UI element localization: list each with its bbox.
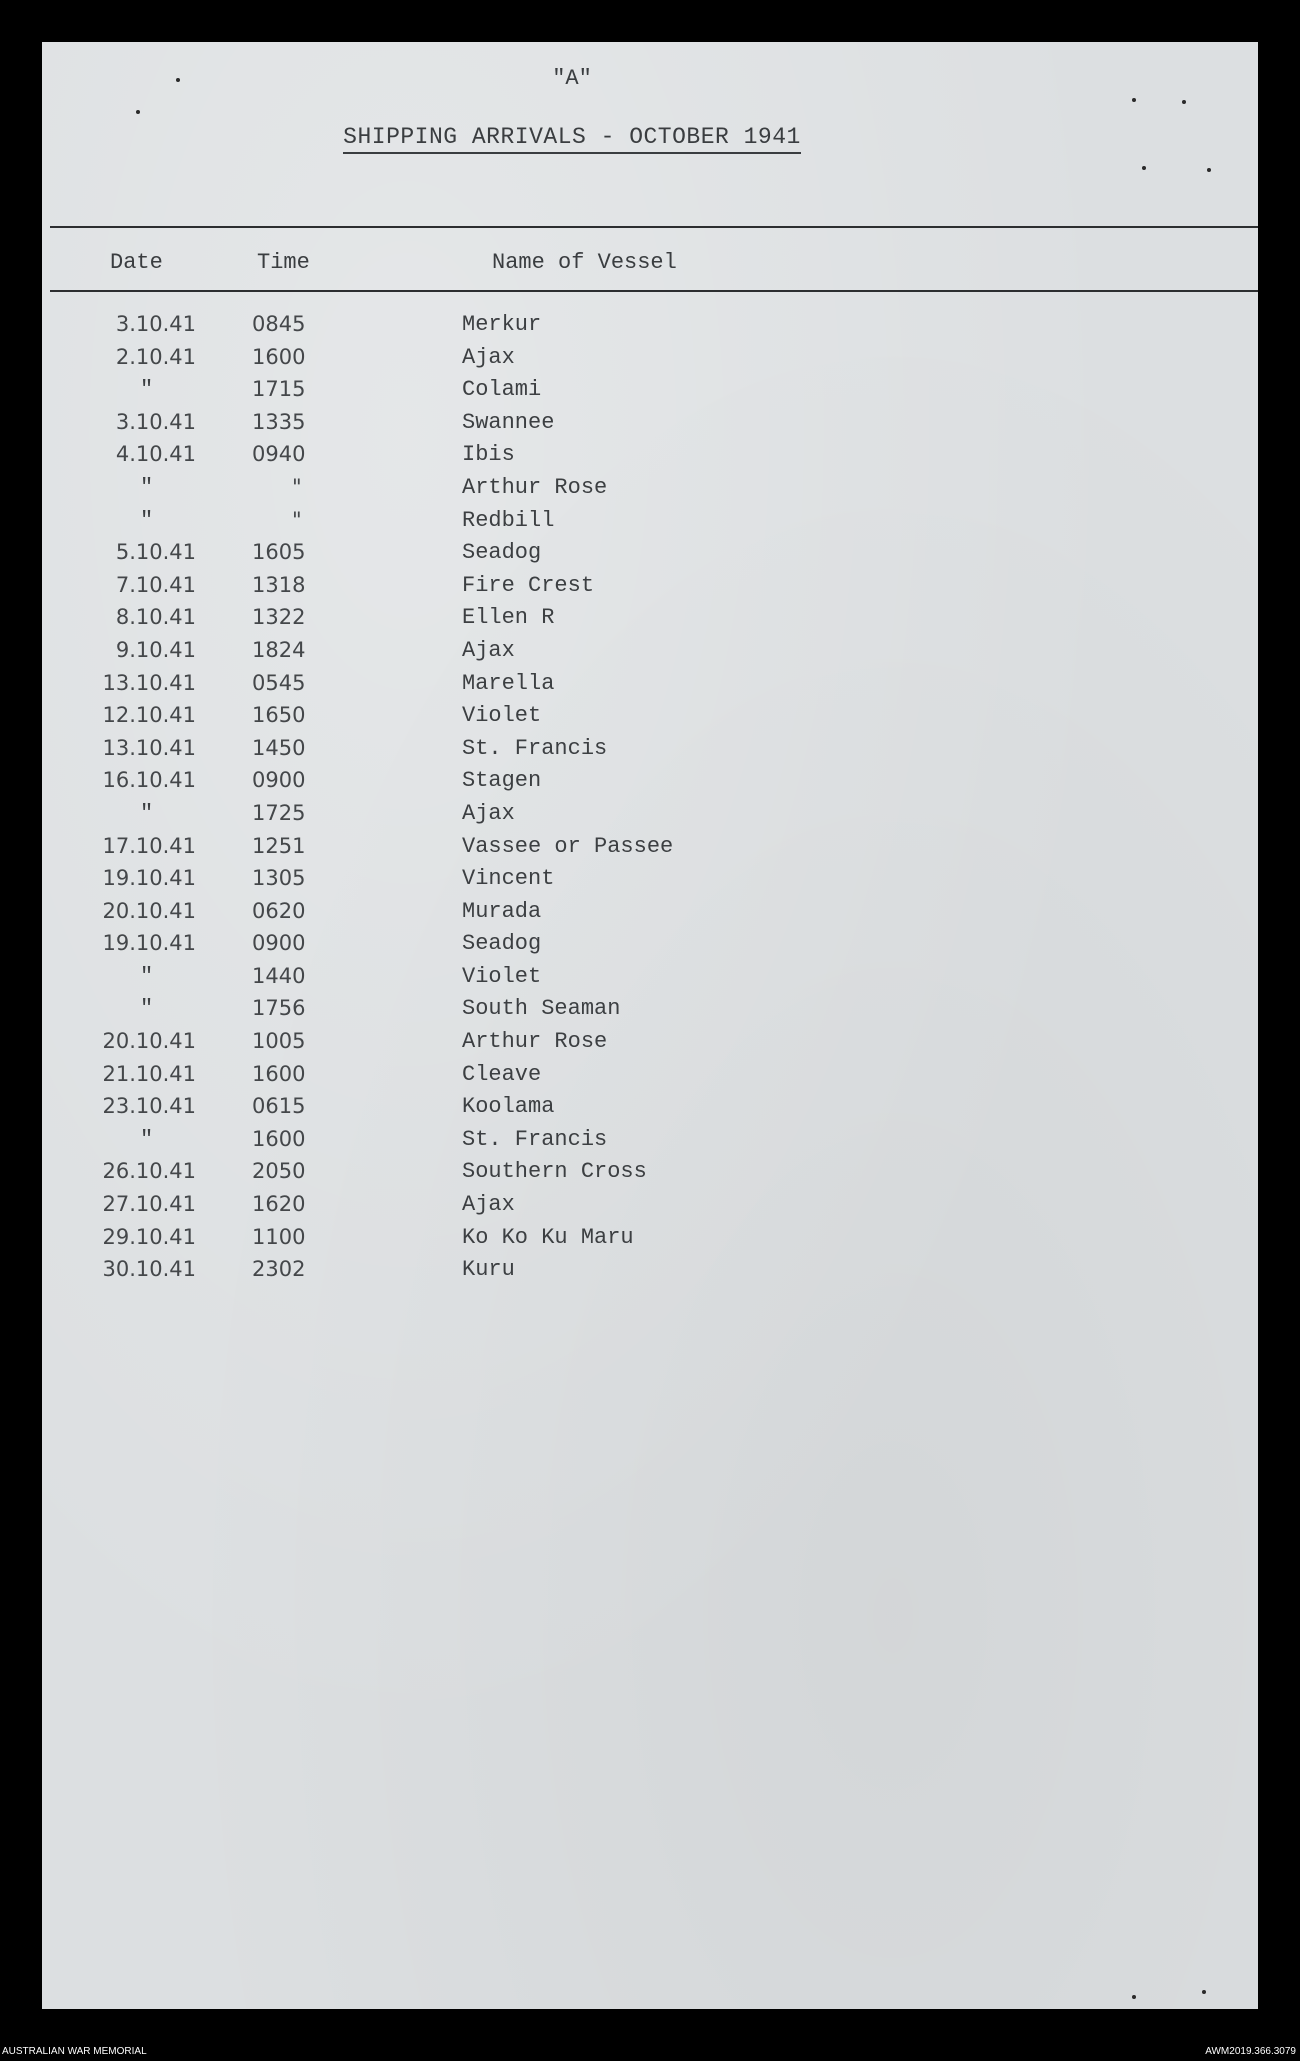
table-row: [42, 605, 1258, 638]
row-date: 26.10.41: [102, 1159, 196, 1184]
row-time: ": [292, 474, 302, 499]
row-time: 1600: [252, 344, 306, 369]
footer-credit: AUSTRALIAN WAR MEMORIAL: [2, 2046, 147, 2057]
row-time: 1725: [252, 800, 306, 825]
row-vessel: Ajax: [462, 344, 515, 370]
paper-speck: [1142, 166, 1146, 170]
header-rule-bottom: [50, 290, 1258, 292]
table-row: [42, 573, 1258, 606]
row-vessel: Fire Crest: [462, 572, 595, 598]
row-time: 1650: [252, 703, 306, 728]
row-date: ": [140, 800, 154, 826]
row-date: 8.10.41: [115, 605, 196, 630]
table-row: [42, 834, 1258, 867]
table-row: [42, 1127, 1258, 1160]
row-time: 0620: [252, 898, 306, 923]
row-time: 2302: [252, 1257, 306, 1282]
table-row: [42, 410, 1258, 443]
row-vessel: Ibis: [462, 442, 515, 468]
row-date: 3.10.41: [115, 409, 196, 434]
row-time: 0615: [252, 1094, 306, 1119]
column-header-date: Date: [110, 250, 163, 275]
row-time: 1305: [252, 866, 306, 891]
table-row: [42, 768, 1258, 801]
row-time: 1605: [252, 540, 306, 565]
row-time: 1620: [252, 1192, 306, 1217]
paper-speck: [1132, 1995, 1136, 1999]
footer-reference: AWM2019.366.3079: [1205, 2046, 1296, 2057]
row-date: 29.10.41: [102, 1224, 196, 1249]
row-vessel: Violet: [462, 703, 542, 729]
row-date: 4.10.41: [115, 442, 196, 467]
row-vessel: South Seaman: [462, 996, 621, 1022]
row-date: 13.10.41: [102, 735, 196, 760]
table-row: [42, 964, 1258, 997]
row-vessel: Ajax: [462, 637, 515, 663]
column-header-time: Time: [257, 250, 310, 275]
row-date: ": [140, 963, 154, 989]
table-row: [42, 442, 1258, 475]
header-rule-top: [50, 226, 1258, 228]
row-time: 1251: [252, 833, 306, 858]
paper-speck: [1182, 100, 1186, 104]
row-date: 2.10.41: [115, 344, 196, 369]
row-date: 23.10.41: [102, 1094, 196, 1119]
table-row: [42, 996, 1258, 1029]
row-vessel: Ellen R: [462, 605, 555, 631]
arrivals-table: [42, 312, 1258, 1290]
row-date: ": [140, 474, 154, 500]
row-date: 13.10.41: [102, 670, 196, 695]
row-vessel: Stagen: [462, 768, 542, 794]
table-row: [42, 866, 1258, 899]
paper-speck: [136, 110, 140, 114]
document-title-text: SHIPPING ARRIVALS - OCTOBER 1941: [343, 124, 801, 154]
row-vessel: St. Francis: [462, 1126, 608, 1152]
row-date: 19.10.41: [102, 866, 196, 891]
row-vessel: Swannee: [462, 409, 555, 435]
row-date: 19.10.41: [102, 931, 196, 956]
table-row: [42, 312, 1258, 345]
row-vessel: Violet: [462, 963, 542, 989]
paper-speck: [1132, 98, 1136, 102]
row-date: 3.10.41: [115, 312, 196, 336]
row-vessel: Ko Ko Ku Maru: [462, 1224, 634, 1250]
row-date: 17.10.41: [102, 833, 196, 858]
row-time: 0940: [252, 442, 306, 467]
row-time: ": [292, 507, 302, 532]
row-time: 1440: [252, 963, 306, 988]
row-vessel: Merkur: [462, 312, 542, 337]
table-row: [42, 931, 1258, 964]
row-time: 0545: [252, 670, 306, 695]
row-vessel: Vassee or Passee: [462, 833, 674, 859]
table-row: [42, 1257, 1258, 1290]
row-time: 1335: [252, 409, 306, 434]
row-date: 30.10.41: [102, 1257, 196, 1282]
row-date: 20.10.41: [102, 1029, 196, 1054]
row-time: 1100: [252, 1224, 306, 1249]
row-vessel: Colami: [462, 377, 542, 403]
row-date: 5.10.41: [115, 540, 196, 565]
row-time: 1322: [252, 605, 306, 630]
table-row: [42, 377, 1258, 410]
table-row: [42, 1094, 1258, 1127]
row-time: 0900: [252, 768, 306, 793]
row-time: 1600: [252, 1126, 306, 1151]
paper-speck: [1202, 1990, 1206, 1994]
table-row: [42, 1029, 1258, 1062]
row-vessel: Koolama: [462, 1094, 555, 1120]
row-vessel: Arthur Rose: [462, 474, 608, 500]
row-time: 1715: [252, 377, 306, 402]
paper-speck: [176, 78, 180, 82]
row-date: 7.10.41: [115, 572, 196, 597]
row-vessel: Kuru: [462, 1257, 515, 1283]
table-row: [42, 736, 1258, 769]
row-vessel: St. Francis: [462, 735, 608, 761]
row-time: 0900: [252, 931, 306, 956]
row-time: 1600: [252, 1061, 306, 1086]
row-time: 1450: [252, 735, 306, 760]
row-vessel: Cleave: [462, 1061, 542, 1087]
table-row: [42, 1062, 1258, 1095]
paper-speck: [1207, 168, 1211, 172]
table-row: [42, 899, 1258, 932]
document-label: "A": [552, 66, 592, 91]
row-date: 27.10.41: [102, 1192, 196, 1217]
document-title: [42, 124, 1102, 150]
table-row: [42, 801, 1258, 834]
row-date: ": [140, 1126, 154, 1152]
row-time: 1005: [252, 1029, 306, 1054]
row-date: ": [140, 507, 154, 533]
table-row: [42, 1159, 1258, 1192]
table-row: [42, 1192, 1258, 1225]
row-vessel: Ajax: [462, 1192, 515, 1218]
row-time: 0845: [252, 312, 306, 336]
row-time: 1756: [252, 996, 306, 1021]
column-header-vessel: Name of Vessel: [492, 250, 677, 275]
row-date: 21.10.41: [102, 1061, 196, 1086]
row-time: 1318: [252, 572, 306, 597]
row-date: 9.10.41: [115, 637, 196, 662]
table-row: [42, 345, 1258, 378]
table-row: [42, 540, 1258, 573]
row-date: 20.10.41: [102, 898, 196, 923]
row-vessel: Arthur Rose: [462, 1029, 608, 1055]
row-date: 16.10.41: [102, 768, 196, 793]
row-vessel: Redbill: [462, 507, 555, 533]
table-row: [42, 638, 1258, 671]
table-row: [42, 508, 1258, 541]
row-vessel: Murada: [462, 898, 542, 924]
row-time: 1824: [252, 637, 306, 662]
row-vessel: Marella: [462, 670, 555, 696]
row-date: 12.10.41: [102, 703, 196, 728]
row-vessel: Southern Cross: [462, 1159, 647, 1185]
document-page: [42, 42, 1258, 2009]
row-date: ": [140, 377, 154, 403]
row-date: ": [140, 996, 154, 1022]
row-vessel: Seadog: [462, 540, 542, 566]
row-time: 2050: [252, 1159, 306, 1184]
table-row: [42, 703, 1258, 736]
row-vessel: Vincent: [462, 866, 555, 892]
row-vessel: Ajax: [462, 800, 515, 826]
table-row: [42, 671, 1258, 704]
table-row: [42, 1225, 1258, 1258]
table-row: [42, 475, 1258, 508]
row-vessel: Seadog: [462, 931, 542, 957]
